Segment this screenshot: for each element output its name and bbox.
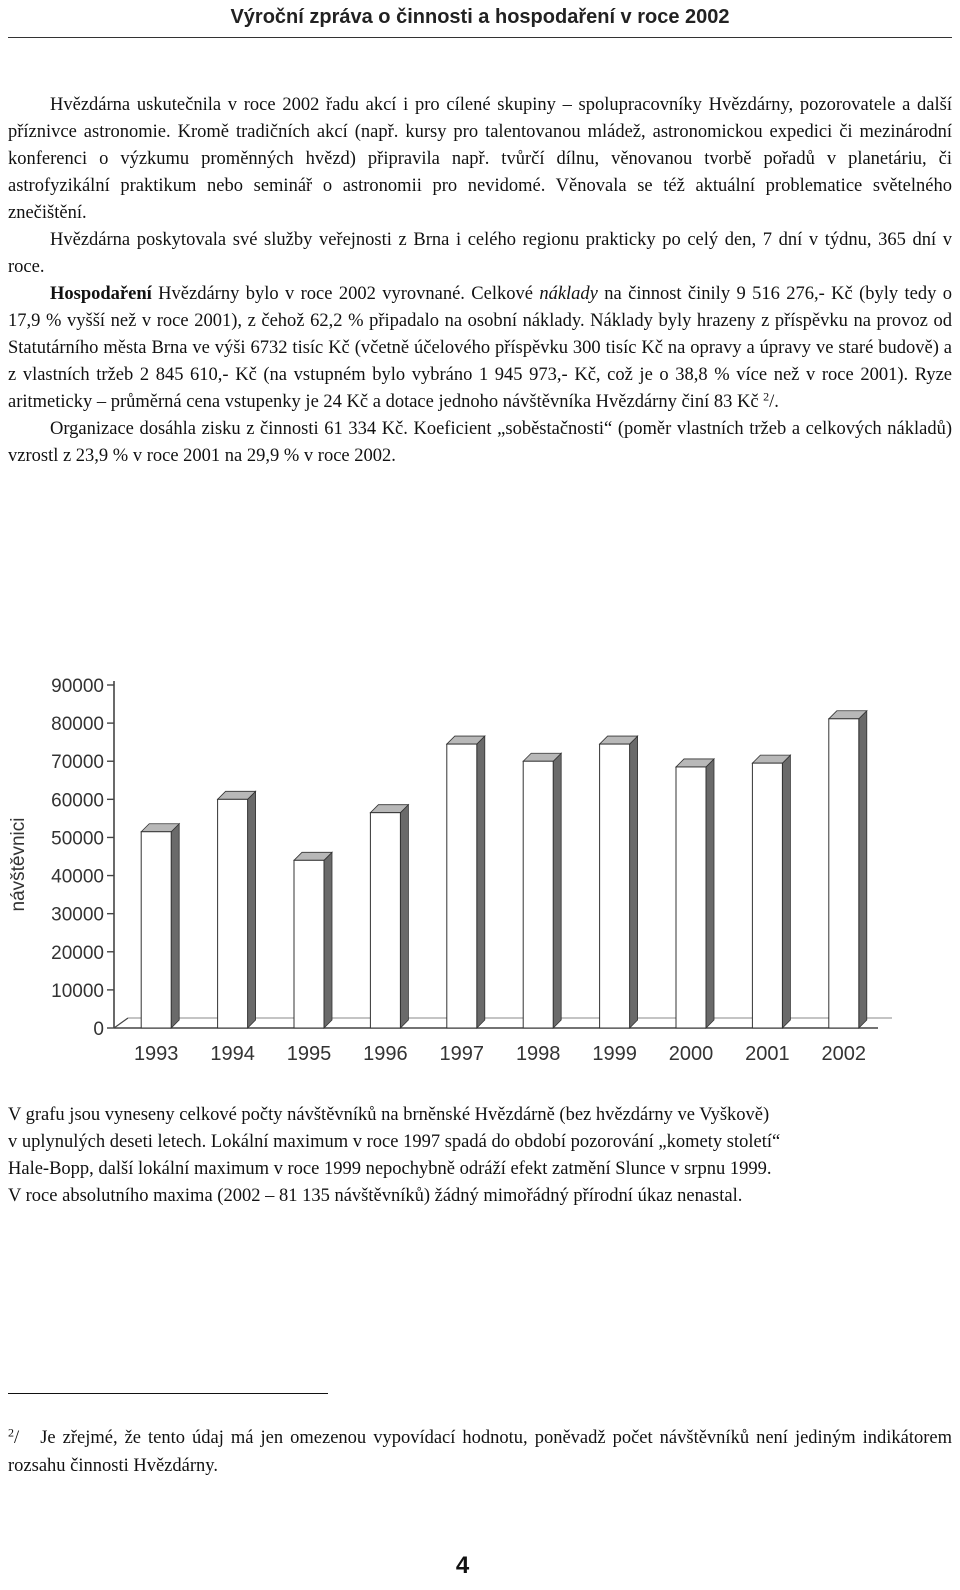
bar-1999 xyxy=(600,736,638,1028)
bar-side-face xyxy=(630,736,638,1028)
footnote-text-block xyxy=(8,1424,952,1480)
x-tick-label: 1999 xyxy=(592,1043,637,1065)
finance-text-c: /. xyxy=(769,392,779,412)
x-tick-label: 1996 xyxy=(363,1043,408,1065)
y-tick-label: 80000 xyxy=(51,714,104,736)
bar-front-face xyxy=(447,744,477,1028)
bar-side-face xyxy=(553,753,561,1028)
bar-front-face xyxy=(600,744,630,1028)
caption-line-3: Hale-Bopp, další lokální maximum v roce 1999 nepochybně odráží efekt zatmění Slunce v srpnu 1999. xyxy=(8,1159,772,1179)
paragraph-events: Hvězdárna uskutečnila v roce 2002 řadu akcí i pro cílené skupiny – spolupracovníky Hvězdárny, pozorovatele a další příznivce astronomie. Kromě tradičních akcí (např. kursy pro talentovanou mládež, astronomickou expedici či mezinárodní konferenci o výzkumu proměnných hvězd) připravila např. tvůrčí dílnu, věnovanou tvorbě pořadů v planetáriu, či astrofyzikální praktikum nebo seminář o astronomii pro nevidomé. Věnovala se též aktuální problematice světelného znečištění. xyxy=(8,95,952,223)
chart-bars xyxy=(141,711,867,1028)
x-tick-label: 1993 xyxy=(133,1043,179,1065)
x-tick-label: 1998 xyxy=(515,1043,561,1065)
finance-text-b: na činnost činily 9 516 276,- Kč (byly tedy o 17,9 % vyšší než v roce 2001), z čehož 62,2 % připadalo na osobní náklady. Náklady byly hrazeny z příspěvku na provoz od Statutárního města Brna ve výši 6732 tisíc Kč (včetně účelového příspěvku 300 tisíc Kč na opravy a úpravy ve staré budově) a z vlastních tržeb 2 845 610,- Kč (na vstupném bylo vybráno 1 945 973,- Kč, což je o 38,8 % více než v roce 2001). Ryze aritmeticky – průměrná cena vstupenky je 24 Kč a dotace jednoho návštěvníka Hvězdárny činí 83 Kč xyxy=(8,284,952,412)
bar-2000 xyxy=(676,759,714,1028)
footnote xyxy=(8,1424,952,1480)
bar-side-face xyxy=(782,755,790,1028)
bar-1996 xyxy=(370,805,408,1028)
visitors-bar-chart xyxy=(0,665,960,1085)
bar-side-face xyxy=(477,736,485,1028)
finance-text-a: Hvězdárny bylo v roce 2002 vyrovnané. Celkové xyxy=(151,284,540,304)
x-axis-depth-left xyxy=(114,1018,128,1028)
footnote-text: Je zřejmé, že tento údaj má jen omezenou vypovídací hodnotu, poněvadž počet návštěvníků není jediným indikátorem rozsahu činnosti Hvězdárny. xyxy=(8,1428,953,1476)
bar-side-face xyxy=(324,852,332,1028)
bar-front-face xyxy=(829,719,859,1028)
bar-front-face xyxy=(370,813,400,1028)
visitors-chart xyxy=(0,665,960,1085)
bar-front-face xyxy=(523,761,553,1028)
caption-line-1: V grafu jsou vyneseny celkové počty návštěvníků na brněnské Hvězdárně (bez hvězdárny ve Vyškově) xyxy=(8,1105,770,1125)
costs-term: náklady xyxy=(539,284,598,304)
x-tick-label: 1995 xyxy=(286,1043,332,1065)
paragraph-finance xyxy=(8,281,952,416)
bar-1993 xyxy=(141,824,179,1028)
bar-front-face xyxy=(752,763,782,1028)
y-tick-label: 70000 xyxy=(51,752,104,774)
finance-heading: Hospodaření xyxy=(50,284,152,304)
y-tick-label: 90000 xyxy=(51,676,104,697)
chart-labels xyxy=(8,676,866,1065)
bar-1998 xyxy=(523,753,561,1028)
caption-line-2: v uplynulých deseti letech. Lokální maximum v roce 1997 spadá do období pozorování „komety století“ xyxy=(8,1132,781,1152)
bar-1997 xyxy=(447,736,485,1028)
bar-front-face xyxy=(676,767,706,1028)
y-tick-label: 40000 xyxy=(51,866,104,888)
report-body xyxy=(8,92,952,470)
x-tick-label: 1994 xyxy=(210,1043,255,1065)
bar-side-face xyxy=(171,824,179,1028)
chart-caption xyxy=(8,1102,952,1210)
bar-side-face xyxy=(859,711,867,1028)
x-tick-label: 2000 xyxy=(668,1043,714,1065)
y-tick-label: 20000 xyxy=(51,942,104,964)
bar-side-face xyxy=(400,805,408,1028)
footnote-slash: / xyxy=(14,1428,20,1448)
bar-2002 xyxy=(829,711,867,1028)
header-rule xyxy=(8,37,952,38)
page-number: 4 xyxy=(455,1552,470,1579)
y-tick-label: 10000 xyxy=(51,980,104,1002)
footnote-reference: 2 xyxy=(763,389,770,404)
x-tick-label: 2002 xyxy=(821,1043,867,1065)
bar-2001 xyxy=(752,755,790,1028)
bar-front-face xyxy=(218,799,248,1028)
bar-1994 xyxy=(218,791,256,1028)
footnote-marker: 2 xyxy=(8,1425,14,1440)
footnote-rule xyxy=(8,1393,328,1394)
x-tick-label: 2001 xyxy=(745,1043,790,1065)
y-tick-label: 60000 xyxy=(51,790,104,812)
page-header-title: Výroční zpráva o činnosti a hospodaření v roce 2002 xyxy=(230,6,730,28)
caption-line-4: V roce absolutního maxima (2002 – 81 135 návštěvníků) žádný mimořádný přírodní úkaz nenastal. xyxy=(8,1186,743,1206)
paragraph-profit: Organizace dosáhla zisku z činnosti 61 334 Kč. Koeficient „soběstačnosti“ (poměr vlastních tržeb a celkových nákladů) vzrostl z 23,9 % v roce 2001 na 29,9 % v roce 2002. xyxy=(8,419,952,466)
bar-side-face xyxy=(248,791,256,1028)
paragraph-services: Hvězdárna poskytovala své služby veřejnosti z Brna i celého regionu prakticky po celý den, 7 dní v týdnu, 365 dní v roce. xyxy=(8,230,952,277)
y-tick-label: 0 xyxy=(93,1019,104,1040)
bar-front-face xyxy=(294,860,324,1028)
bar-side-face xyxy=(706,759,714,1028)
y-axis-title: návštěvnici xyxy=(8,817,29,912)
y-tick-label: 50000 xyxy=(51,828,104,850)
bar-1995 xyxy=(294,852,332,1028)
x-tick-label: 1997 xyxy=(439,1043,485,1065)
y-tick-label: 30000 xyxy=(51,904,104,926)
bar-front-face xyxy=(141,832,171,1028)
